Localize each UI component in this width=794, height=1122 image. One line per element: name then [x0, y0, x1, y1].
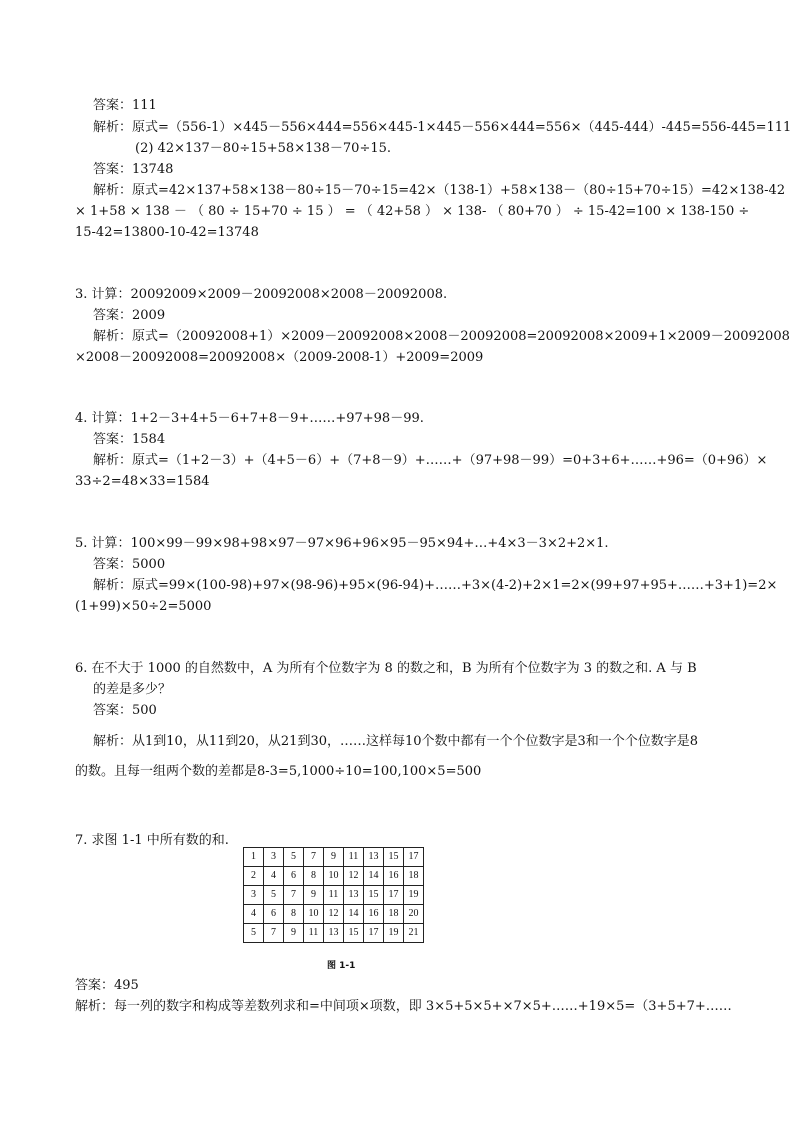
grid-cell: 10 [304, 905, 324, 924]
question-3-line: 3. 计算：20092009×2009－20092008×2008－20092008. [75, 287, 448, 302]
grid-cell: 4 [244, 905, 264, 924]
analysis-4-line-1: 解析：原式=（1+2－3）+（4+5－6）+（7+8－9）+……+（97+98－99）=0+3+6+……+96=（0+96）× [93, 453, 768, 468]
analysis-3-line-2: ×2008－20092008=20092008×（2009-2008-1）+2009=2009 [75, 350, 484, 365]
grid-cell: 16 [364, 905, 384, 924]
question-2-2-line: (2) 42×137－80÷15+58×138－70÷15. [135, 141, 392, 156]
answer-4-line: 答案：1584 [93, 432, 166, 447]
grid-row [244, 848, 424, 867]
grid-cell: 13 [364, 848, 384, 867]
analysis-6-line-2: 的数。且每一组两个数的差都是8-3=5,1000÷10=100,100×5=500 [75, 764, 482, 779]
grid-cell: 10 [324, 867, 344, 886]
grid-cell: 7 [264, 924, 284, 943]
grid-cell: 5 [284, 848, 304, 867]
question-5-line: 5. 计算：100×99－99×98+98×97－97×96+96×95－95×94+…+4×3－3×2+2×1. [75, 536, 609, 551]
grid-cell: 5 [264, 886, 284, 905]
grid-cell: 9 [284, 924, 304, 943]
grid-cell: 12 [344, 867, 364, 886]
grid-cell: 17 [404, 848, 424, 867]
grid-cell: 14 [364, 867, 384, 886]
grid-cell: 13 [344, 886, 364, 905]
grid-cell: 9 [324, 848, 344, 867]
grid-cell: 7 [304, 848, 324, 867]
grid-cell: 9 [304, 886, 324, 905]
grid-cell: 21 [404, 924, 424, 943]
answer-5-line: 答案：5000 [93, 557, 166, 572]
number-grid [243, 847, 424, 943]
number-grid-body [244, 848, 424, 943]
question-7-line: 7. 求图 1-1 中所有数的和. [75, 833, 229, 848]
answer-7-line: 答案：495 [75, 978, 139, 993]
grid-cell: 8 [304, 867, 324, 886]
grid-cell: 19 [384, 924, 404, 943]
grid-cell: 18 [384, 905, 404, 924]
grid-row [244, 867, 424, 886]
question-6-line-2: 的差是多少？ [93, 682, 172, 697]
grid-row [244, 905, 424, 924]
answer-1-line: 答案：111 [93, 98, 157, 113]
analysis-2-line-2: × 1+58 × 138 － （ 80 ÷ 15+70 ÷ 15 ） = （ 42+58 ） × 138- （ 80+70 ） ÷ 15-42=100 × 138-150 ÷ [75, 204, 750, 219]
grid-cell: 18 [404, 867, 424, 886]
grid-cell: 8 [284, 905, 304, 924]
grid-cell: 17 [384, 886, 404, 905]
grid-cell: 11 [304, 924, 324, 943]
analysis-2-line-1: 解析：原式=42×137+58×138－80÷15－70÷15=42×（138-1）+58×138－（80÷15+70÷15）=42×138-42 [93, 183, 786, 198]
analysis-5-line-2: (1+99)×50÷2=5000 [75, 599, 212, 614]
grid-cell: 19 [404, 886, 424, 905]
analysis-5-line-1: 解析：原式=99×(100-98)+97×(98-96)+95×(96-94)+……+3×(4-2)+2×1=2×(99+97+95+……+3+1)=2× [93, 578, 778, 593]
answer-3-line: 答案：2009 [93, 308, 166, 323]
grid-cell: 6 [264, 905, 284, 924]
grid-cell: 15 [364, 886, 384, 905]
grid-cell: 4 [264, 867, 284, 886]
question-4-line: 4. 计算：1+2－3+4+5－6+7+8－9+……+97+98－99. [75, 411, 424, 426]
figure-caption: 图 1-1 [327, 961, 356, 971]
grid-row [244, 886, 424, 905]
grid-cell: 3 [244, 886, 264, 905]
grid-cell: 15 [344, 924, 364, 943]
grid-cell: 14 [344, 905, 364, 924]
answer-2-line: 答案：13748 [93, 162, 174, 177]
grid-cell: 20 [404, 905, 424, 924]
grid-cell: 6 [284, 867, 304, 886]
grid-row [244, 924, 424, 943]
answer-6-line: 答案：500 [93, 703, 157, 718]
analysis-4-line-2: 33÷2=48×33=1584 [75, 474, 210, 489]
grid-cell: 11 [344, 848, 364, 867]
grid-cell: 5 [244, 924, 264, 943]
analysis-7-line: 解析：每一列的数字和构成等差数列求和=中间项×项数，即 3×5+5×5+×7×5+……+19×5=（3+5+7+…… [75, 999, 732, 1014]
analysis-1-line: 解析：原式=（556-1）×445－556×444=556×445-1×445－556×444=556×（445-444）-445=556-445=111 [93, 120, 792, 135]
question-6-line-1: 6. 在不大于 1000 的自然数中，A 为所有个位数字为 8 的数之和，B 为所有个位数字为 3 的数之和. A 与 B [75, 661, 697, 676]
grid-cell: 15 [384, 848, 404, 867]
grid-cell: 16 [384, 867, 404, 886]
grid-cell: 3 [264, 848, 284, 867]
grid-cell: 1 [244, 848, 264, 867]
grid-cell: 13 [324, 924, 344, 943]
analysis-2-line-3: 15-42=13800-10-42=13748 [75, 225, 259, 240]
analysis-3-line-1: 解析：原式=（20092008+1）×2009－20092008×2008－20092008=20092008×2009+1×2009－20092008 [93, 329, 790, 344]
grid-cell: 7 [284, 886, 304, 905]
analysis-6-line-1: 解析：从1到10，从11到20，从21到30，……这样每10个数中都有一个个位数字是3和一个个位数字是8 [93, 734, 699, 749]
grid-cell: 2 [244, 867, 264, 886]
grid-cell: 11 [324, 886, 344, 905]
grid-cell: 12 [324, 905, 344, 924]
grid-cell: 17 [364, 924, 384, 943]
